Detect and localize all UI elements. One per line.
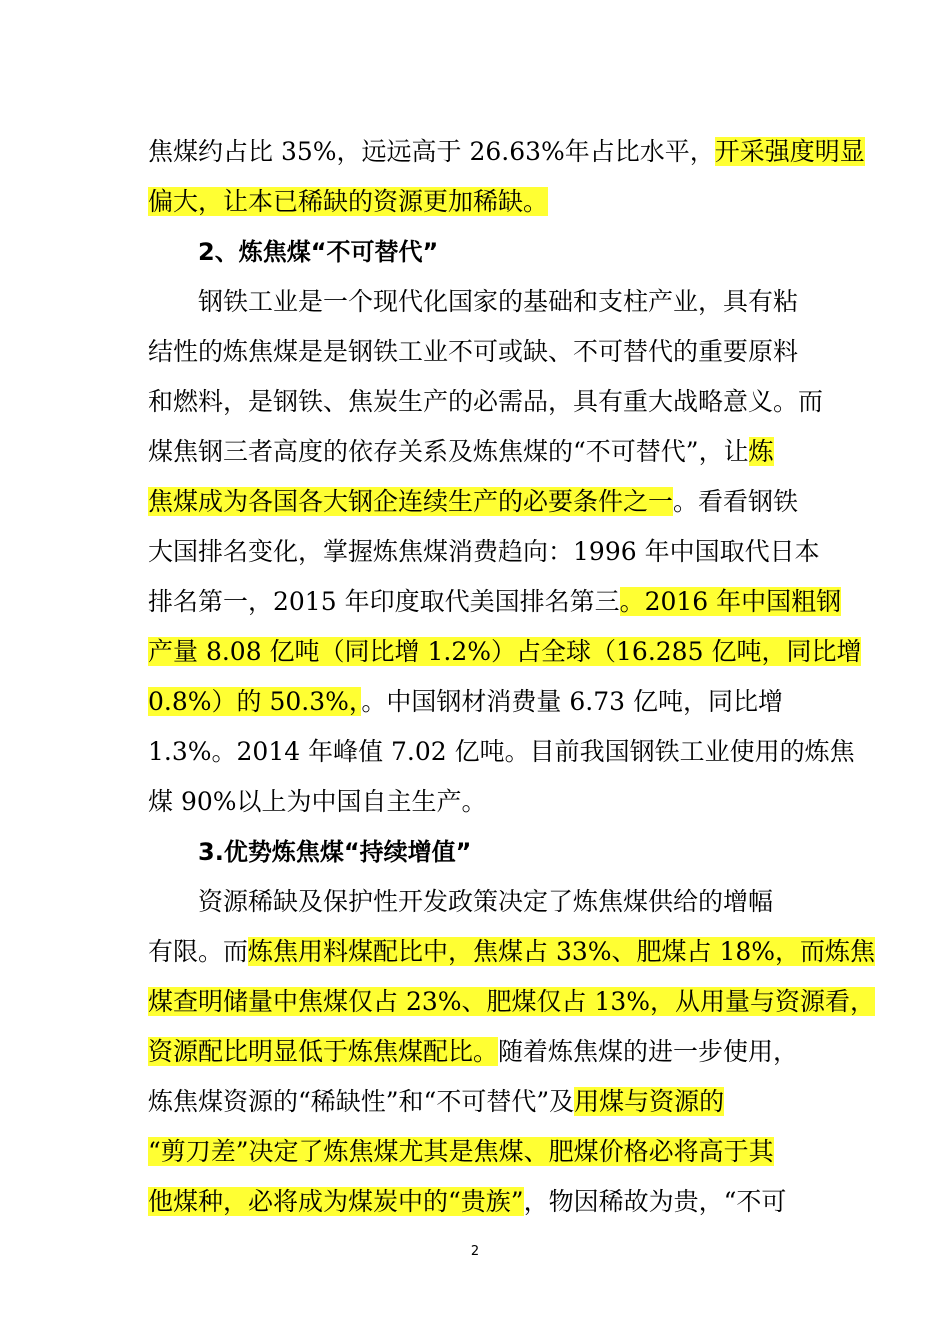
text-line <box>148 182 810 222</box>
text-segment: 。看看钢铁 <box>673 487 799 516</box>
text-segment: 2、炼焦煤“不可替代” <box>198 238 439 266</box>
text-segment: 和燃料，是钢铁、焦炭生产的必需品，具有重大战略意义。而 <box>148 387 824 416</box>
text-line <box>148 1132 810 1172</box>
text-segment: 随着炼焦煤的进一步使用， <box>498 1037 799 1066</box>
text-segment: 煤 90%以上为中国自主生产。 <box>148 787 487 816</box>
text-segment: 有限。而 <box>148 937 249 966</box>
text-line <box>148 582 842 622</box>
text-segment: 炼焦煤资源的“稀缺性”和“不可替代”及 <box>148 1087 575 1116</box>
text-line <box>148 1182 810 1222</box>
highlighted-text: “剪刀差”决定了炼焦煤尤其是焦煤、肥煤价格必将高于其 <box>148 1137 774 1166</box>
text-segment: 资源稀缺及保护性开发政策决定了炼焦煤供给的增幅 <box>198 887 774 916</box>
highlighted-text: 炼焦用料煤配比中，焦煤占 33%、肥煤占 18%，而炼焦 <box>248 937 876 966</box>
highlighted-text: 资源配比明显低于炼焦煤配比。 <box>148 1037 499 1066</box>
highlighted-text: 开采强度明显 <box>714 137 865 166</box>
text-line <box>148 982 876 1022</box>
page-number: 2 <box>470 1244 480 1259</box>
highlighted-text: 产量 8.08 亿吨（同比增 1.2%）占全球（16.285 亿吨，同比增 <box>148 637 862 666</box>
text-line <box>148 132 865 172</box>
text-segment: ，物因稀故为贵，“不可 <box>523 1187 787 1216</box>
text-segment: 排名第一，2015 年印度取代美国排名第三 <box>148 587 620 616</box>
text-line <box>148 932 876 972</box>
text-segment: 3.优势炼焦煤“持续增值” <box>198 838 472 866</box>
section-heading <box>198 832 860 872</box>
text-line <box>148 682 810 722</box>
text-line <box>148 1082 810 1122</box>
text-segment: 煤焦钢三者高度的依存关系及炼焦煤的“不可替代”，让 <box>148 437 749 466</box>
text-line <box>148 782 810 822</box>
highlighted-text: 炼 <box>748 437 774 466</box>
highlighted-text: 0.8%）的 50.3%， <box>148 687 362 716</box>
text-line <box>148 332 810 372</box>
text-line <box>198 882 860 922</box>
highlighted-text: 他煤种，必将成为煤炭中的“贵族” <box>148 1187 524 1216</box>
text-line <box>148 1032 810 1072</box>
text-segment: 钢铁工业是一个现代化国家的基础和支柱产业，具有粘 <box>198 287 799 316</box>
text-segment: 。中国钢材消费量 6.73 亿吨，同比增 <box>361 687 783 716</box>
text-line <box>148 632 862 672</box>
text-line <box>148 382 824 422</box>
highlighted-text: 煤查明储量中焦煤仅占 23%、肥煤仅占 13%，从用量与资源看， <box>148 987 876 1016</box>
highlighted-text: 焦煤成为各国各大钢企连续生产的必要条件之一 <box>148 487 674 516</box>
text-line <box>148 732 855 772</box>
highlighted-text: 。2016 年中国粗钢 <box>619 587 842 616</box>
highlighted-text: 用煤与资源的 <box>574 1087 725 1116</box>
text-segment: 1.3%。2014 年峰值 7.02 亿吨。目前我国钢铁工业使用的炼焦 <box>148 737 855 766</box>
text-segment: 焦煤约占比 35%，远远高于 26.63%年占比水平， <box>148 137 715 166</box>
text-segment: 大国排名变化，掌握炼焦煤消费趋向：1996 年中国取代日本 <box>148 537 820 566</box>
text-segment: 结性的炼焦煤是是钢铁工业不可或缺、不可替代的重要原料 <box>148 337 799 366</box>
section-heading <box>198 232 860 272</box>
text-line <box>148 432 810 472</box>
text-line <box>148 482 810 522</box>
highlighted-text: 偏大，让本已稀缺的资源更加稀缺。 <box>148 187 549 216</box>
text-line <box>198 282 860 322</box>
text-line <box>148 532 820 572</box>
